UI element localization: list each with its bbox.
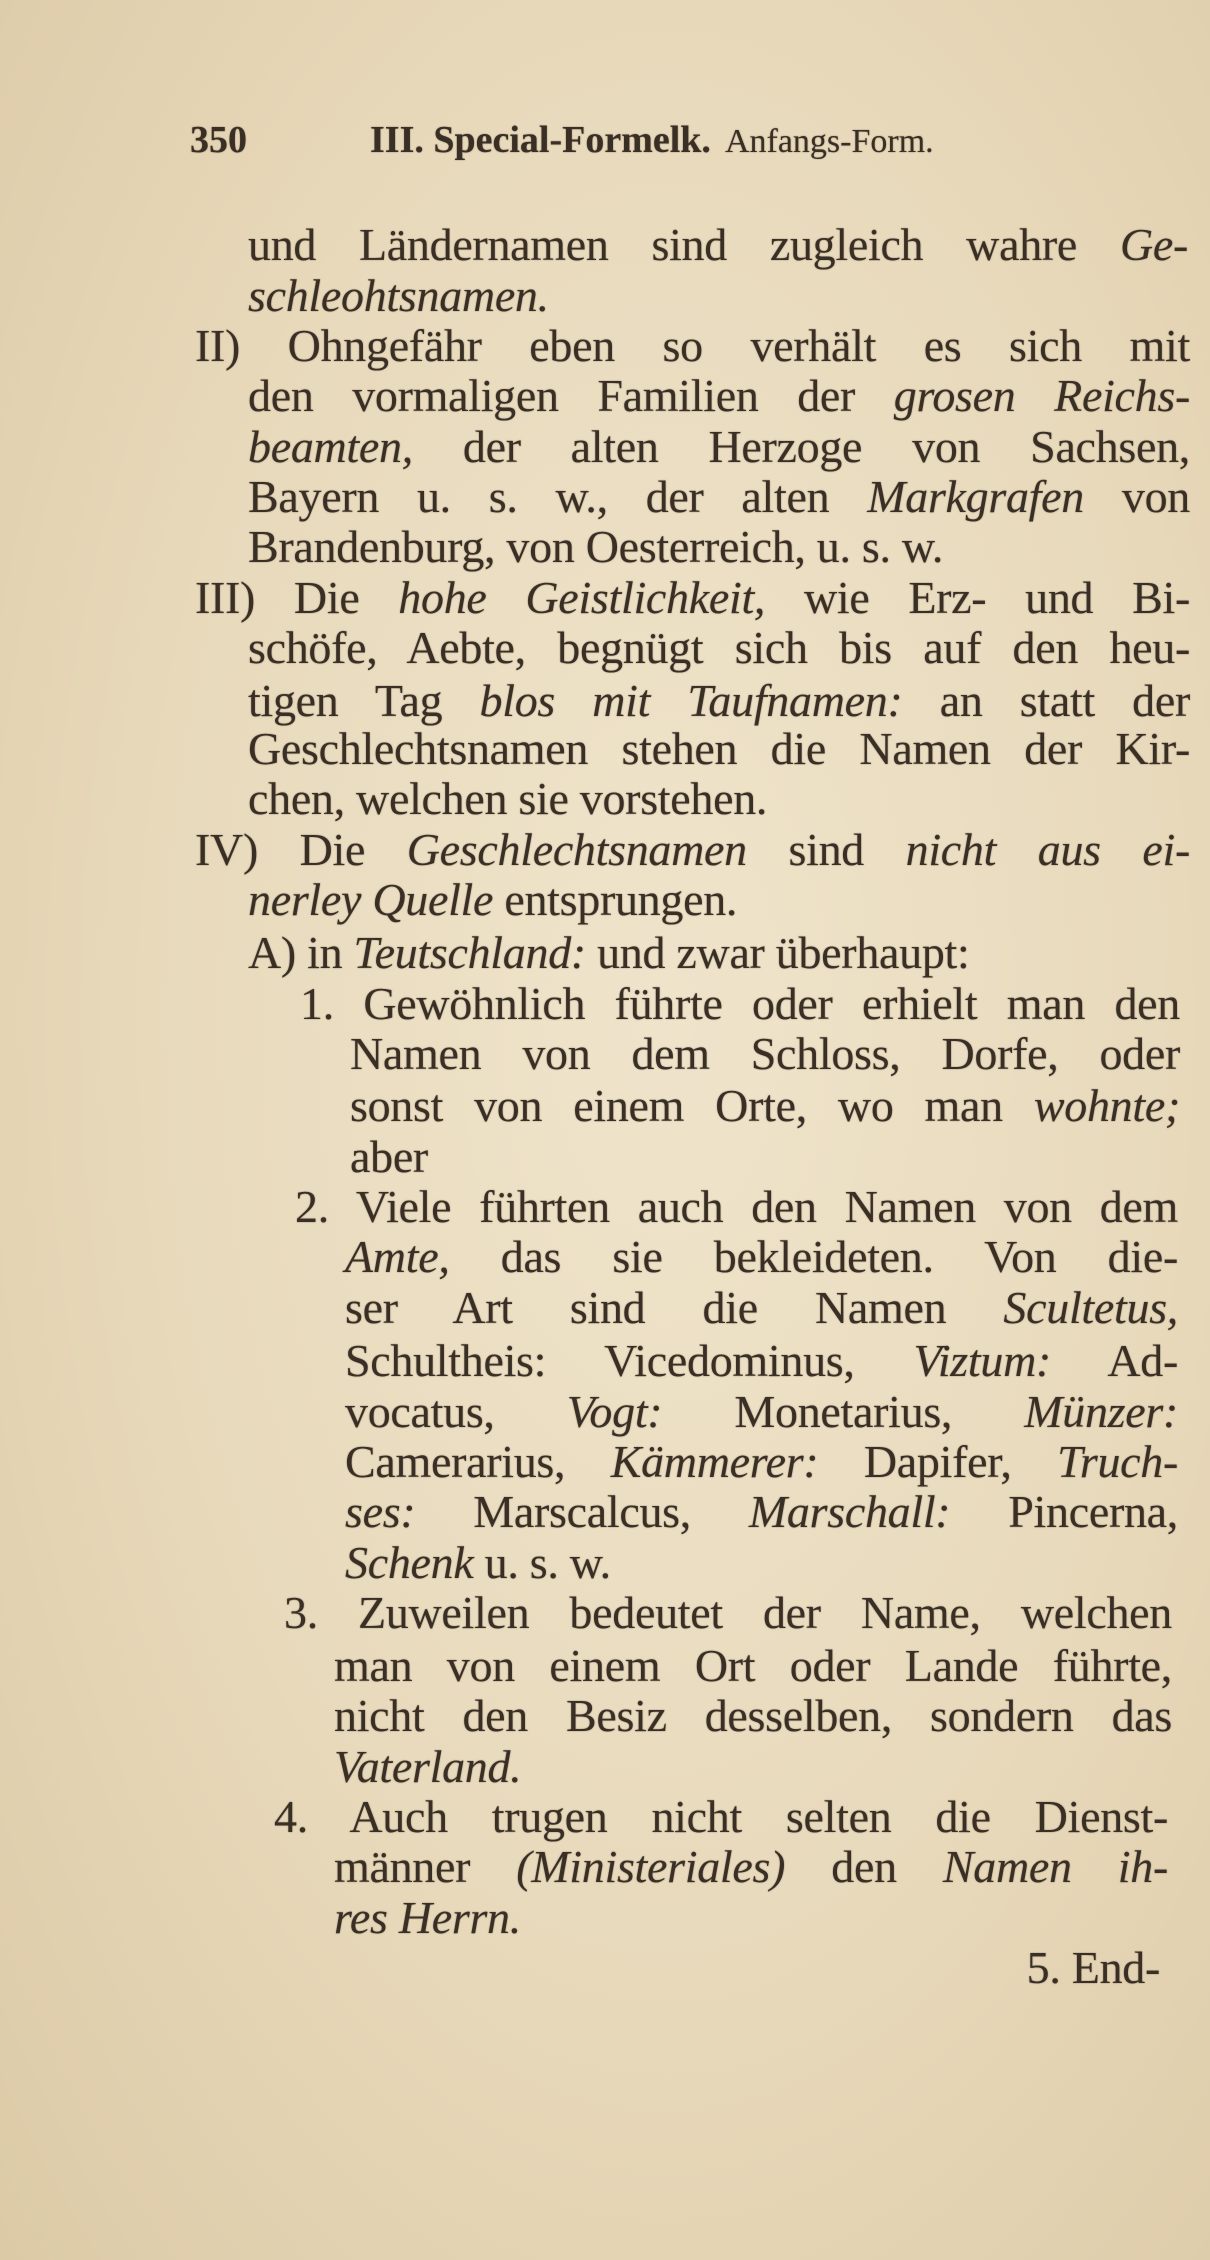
text-line [195, 320, 1190, 372]
text-line [248, 270, 549, 322]
text-run: wie Erz- und Bi- [765, 572, 1190, 623]
text-line [248, 927, 970, 979]
text-run: Dapifer, [818, 1436, 1058, 1487]
text-run: ser Art sind die Namen [345, 1282, 1004, 1333]
text-run: der alten Herzoge von Sachsen, [412, 421, 1190, 472]
italic-text: beamten, [248, 421, 413, 472]
text-line [345, 1386, 1178, 1438]
italic-text: blos mit Taufnamen: [479, 675, 903, 726]
text-run: an statt der [902, 675, 1190, 726]
italic-text: Marschall: [748, 1486, 951, 1537]
page-number: 350 [190, 119, 247, 161]
text-run: III) Die [195, 572, 399, 623]
text-line [248, 773, 767, 825]
text-line [248, 370, 1190, 422]
italic-text: Teutschland: [353, 927, 586, 978]
italic-text: (Ministeriales) [516, 1841, 786, 1892]
text-run: vocatus, [345, 1386, 567, 1437]
text-run: 1. Gewöhnlich führte oder erhielt man den [300, 978, 1180, 1029]
italic-text: Geschlechtsnamen [406, 824, 747, 875]
text-line [248, 675, 1190, 727]
text-line [350, 1028, 1180, 1080]
running-header [190, 118, 934, 164]
italic-text: Vogt: [566, 1386, 663, 1437]
italic-text: nicht aus ei- [905, 824, 1190, 875]
text-run: Bayern u. s. w., der alten [248, 471, 868, 522]
text-line [345, 1436, 1178, 1488]
text-line [334, 1892, 521, 1944]
text-line [1027, 1942, 1160, 1994]
text-run: und Ländernamen sind zugleich wahre [248, 219, 1120, 270]
text-line [195, 824, 1190, 876]
text-run: Namen von dem Schloss, Dorfe, oder [350, 1028, 1180, 1079]
text-line [248, 471, 1190, 523]
text-run: Geschlechtsnamen stehen die Namen der Kir- [248, 723, 1190, 774]
text-run: Camerarius, [345, 1436, 611, 1487]
text-run: chen, welchen sie vorstehen. [248, 773, 768, 824]
text-line [334, 1640, 1172, 1692]
text-run: 3. Zuweilen bedeutet der Name, welchen [284, 1587, 1172, 1638]
italic-text: Münzer: [1024, 1386, 1178, 1437]
text-line [345, 1335, 1178, 1387]
italic-text: Kämmerer: [610, 1436, 819, 1487]
text-run: nicht den Besiz desselben, sondern das [334, 1690, 1172, 1741]
text-run: Schultheis: Vicedominus, [345, 1335, 914, 1386]
text-line [345, 1486, 1178, 1538]
text-run: Monetarius, [662, 1386, 1025, 1437]
text-run: schöfe, Aebte, begnügt sich bis auf den heu- [248, 622, 1190, 673]
text-line [248, 219, 1188, 271]
text-line [350, 1080, 1180, 1132]
text-line [345, 1537, 611, 1589]
text-run: den vormaligen Familien der [248, 370, 894, 421]
italic-text: ses: [345, 1486, 416, 1537]
text-run: entsprungen. [493, 874, 738, 925]
text-line [334, 1841, 1168, 1893]
italic-text: Ge- [1119, 219, 1188, 270]
italic-text: nerley Quelle [248, 874, 494, 925]
text-line [248, 874, 737, 926]
text-run: Brandenburg, von Oesterreich, u. s. w. [248, 521, 944, 572]
text-run: 2. Viele führten auch den Namen von dem [295, 1181, 1178, 1232]
text-run: männer [334, 1841, 517, 1892]
text-run: sonst von einem Orte, wo man [350, 1080, 1034, 1131]
text-run: von [1083, 471, 1190, 522]
text-run: Marscalcus, [415, 1486, 749, 1537]
text-line [195, 572, 1190, 624]
text-run: sind [746, 824, 906, 875]
text-line [248, 723, 1190, 775]
text-run: den [785, 1841, 943, 1892]
text-run: und zwar überhaupt: [585, 927, 970, 978]
italic-text: Viztum: [913, 1335, 1052, 1386]
italic-text: schleohtsnamen. [248, 270, 549, 321]
text-line [334, 1690, 1172, 1742]
text-line [248, 521, 943, 573]
text-run: IV) Die [195, 824, 407, 875]
text-line [295, 1181, 1178, 1233]
italic-text: grosen Reichs- [893, 370, 1190, 421]
text-run: Pincerna, [950, 1486, 1179, 1537]
text-run: 5. End- [1026, 1942, 1160, 1993]
text-run: aber [350, 1131, 428, 1182]
italic-text: Vaterland. [334, 1741, 522, 1792]
text-run: u. s. w. [473, 1537, 611, 1588]
text-run: das sie bekleideten. Von die- [449, 1231, 1178, 1282]
text-run: man von einem Ort oder Lande führte, [334, 1640, 1172, 1691]
running-title: III. Special-Formelk. [370, 119, 711, 161]
italic-text: hohe Geistlichkeit, [398, 572, 766, 623]
text-line [345, 1231, 1178, 1283]
text-run: Ad- [1051, 1335, 1178, 1386]
text-run: tigen Tag [248, 675, 480, 726]
italic-text: Amte, [345, 1231, 450, 1282]
italic-text: wohnte; [1033, 1080, 1180, 1131]
text-line [345, 1282, 1178, 1334]
text-run: 4. Auch trugen nicht selten die Dienst- [274, 1791, 1168, 1842]
italic-text: res Herrn. [334, 1892, 521, 1943]
italic-text: Markgrafen [867, 471, 1084, 522]
running-subtitle: Anfangs-Form. [724, 123, 934, 160]
italic-text: Namen ih- [942, 1841, 1169, 1892]
text-line [248, 421, 1190, 473]
text-line [274, 1791, 1168, 1843]
text-line [284, 1587, 1172, 1639]
text-line [300, 978, 1180, 1030]
text-line [248, 622, 1190, 674]
text-run: II) Ohngefähr eben so verhält es sich mit [195, 320, 1190, 371]
italic-text: Scultetus, [1003, 1282, 1178, 1333]
italic-text: Truch- [1057, 1436, 1178, 1487]
italic-text: Schenk [345, 1537, 474, 1588]
text-line [334, 1741, 521, 1793]
text-run: A) in [248, 927, 354, 978]
text-line [350, 1131, 428, 1183]
